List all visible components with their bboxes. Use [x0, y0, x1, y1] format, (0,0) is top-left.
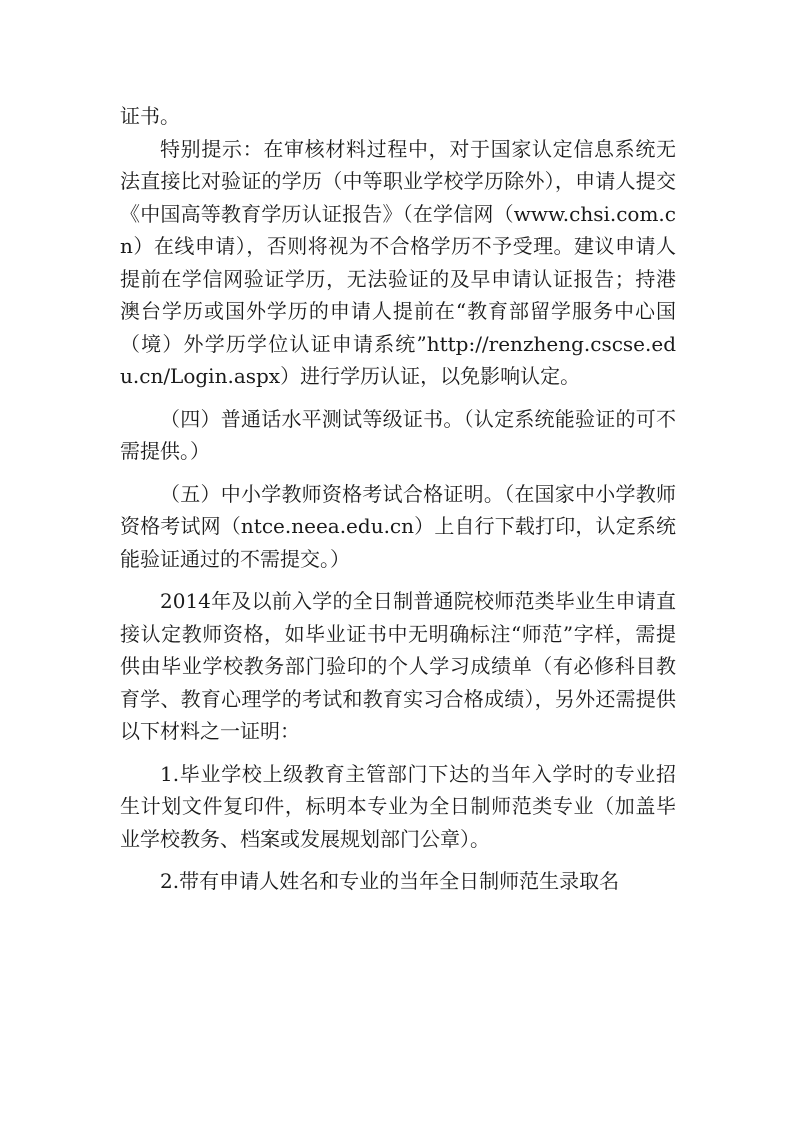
paragraph-2014-graduates: 2014年及以前入学的全日制普通院校师范类毕业生申请直接认定教师资格，如毕业证书中无明确标注“师范”字样，需提供由毕业学校教务部门验印的个人学习成绩单（有必修科目教育学、教育心理学的考试和教育实习合格成绩），另外还需提供以下材料之一证明：: [120, 589, 676, 743]
paragraph-certificate-end: 证书。: [120, 104, 180, 128]
paragraph-special-notice: 特别提示：在审核材料过程中，对于国家认定信息系统无法直接比对验证的学历（中等职业学校学历除外），申请人提交《中国高等教育学历认证报告》（在学信网（www.chsi.com.cn）在线申请），否则将视为不合格学历不予受理。建议申请人提前在学信网验证学历，无法验证的及早申请认证报告；持港澳台学历或国外学历的申请人提前在“教育部留学服务中心国（境）外学历学位认证申请系统”http://renzheng.cscse.edu.cn/Login.aspx）进行学历认证，以免影响认定。: [120, 136, 676, 388]
paragraph-item-five: （五）中小学教师资格考试合格证明。（在国家中小学教师资格考试网（ntce.neea.edu.cn）上自行下载打印，认定系统能验证通过的不需提交。）: [120, 481, 676, 571]
paragraph-material-one: 1.毕业学校上级教育主管部门下达的当年入学时的专业招生计划文件复印件，标明本专业为全日制师范类专业（加盖毕业学校教务、档案或发展规划部门公章）。: [120, 761, 676, 851]
document-body: [120, 100, 676, 898]
paragraph-item-four: （四）普通话水平测试等级证书。（认定系统能验证的可不需提供。）: [120, 406, 676, 463]
paragraph-material-two: 2.带有申请人姓名和专业的当年全日制师范生录取名: [160, 869, 620, 893]
